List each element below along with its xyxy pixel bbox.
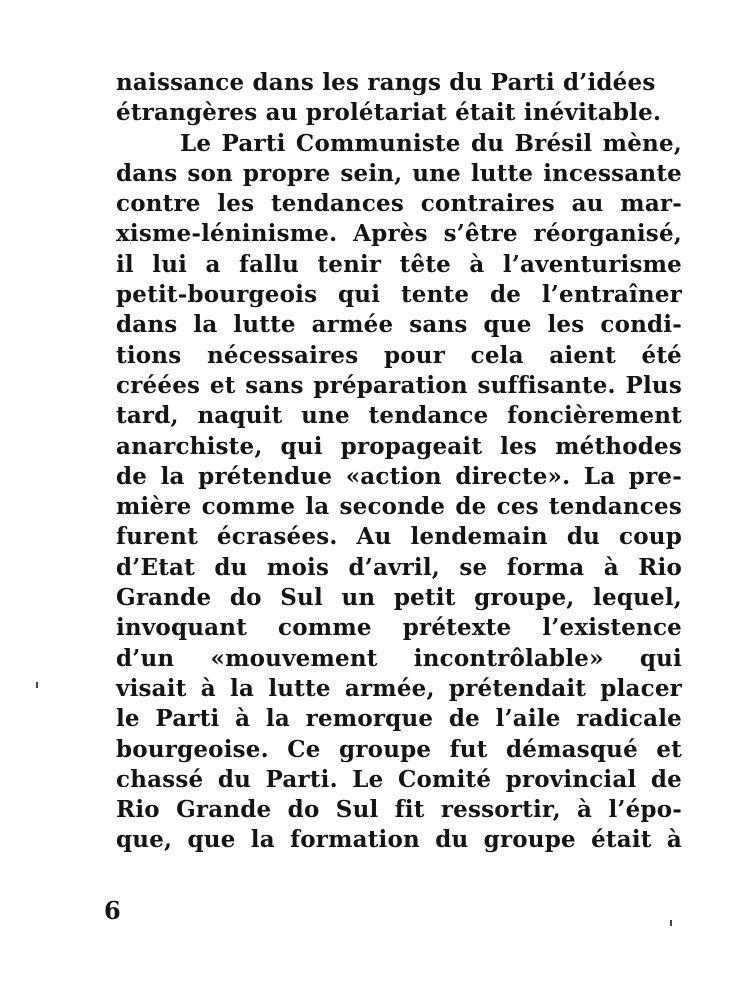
scan-speck: [36, 682, 38, 688]
text-line: furent écrasées. Au lendemain du coup: [116, 523, 682, 551]
page-number: 6: [104, 896, 121, 925]
text-line: invoquant comme prétexte l’existence: [116, 614, 682, 642]
text-line: il lui a fallu tenir tête à l’aventurisme: [116, 250, 682, 278]
text-line: bourgeoise. Ce groupe fut démasqué et: [116, 735, 682, 763]
text-line: petit-bourgeois qui tente de l’entraîner: [116, 281, 682, 309]
text-line: xisme-léninisme. Après s’être réorganisé,: [116, 220, 682, 248]
text-line: dans la lutte armée sans que les condi-: [116, 311, 682, 339]
text-line: Rio Grande do Sul fit ressortir, à l’épo-: [116, 796, 682, 824]
body-text: [116, 68, 682, 856]
text-line: que, que la formation du groupe était à: [116, 826, 682, 854]
text-line: étrangères au prolétariat était inévitable.: [116, 99, 662, 127]
text-line: tard, naquit une tendance foncièrement: [116, 402, 682, 430]
text-line: naissance dans les rangs du Parti d’idées: [116, 69, 656, 96]
text-line: d’un «mouvement incontrôlable» qui: [116, 644, 682, 672]
text-line: Le Parti Communiste du Brésil mène,: [180, 129, 682, 157]
text-line: le Parti à la remorque de l’aile radicale: [116, 705, 682, 733]
text-line: d’Etat du mois d’avril, se forma à Rio: [116, 553, 682, 581]
text-line: contre les tendances contraires au mar-: [116, 190, 682, 218]
text-line: tions nécessaires pour cela aient été: [116, 341, 682, 369]
text-line: chassé du Parti. Le Comité provincial de: [116, 765, 682, 793]
text-line: dans son propre sein, une lutte incessante: [116, 159, 682, 187]
text-line: Grande do Sul un petit groupe, lequel,: [116, 584, 682, 612]
text-line: mière comme la seconde de ces tendances: [116, 493, 682, 521]
text-line: visait à la lutte armée, prétendait placer: [116, 674, 682, 702]
text-line: de la prétendue «action directe». La pre-: [116, 462, 682, 490]
scan-speck: [670, 920, 672, 926]
text-line: anarchiste, qui propageait les méthodes: [116, 432, 682, 460]
text-line: créées et sans préparation suffisante. Plus: [116, 371, 682, 399]
